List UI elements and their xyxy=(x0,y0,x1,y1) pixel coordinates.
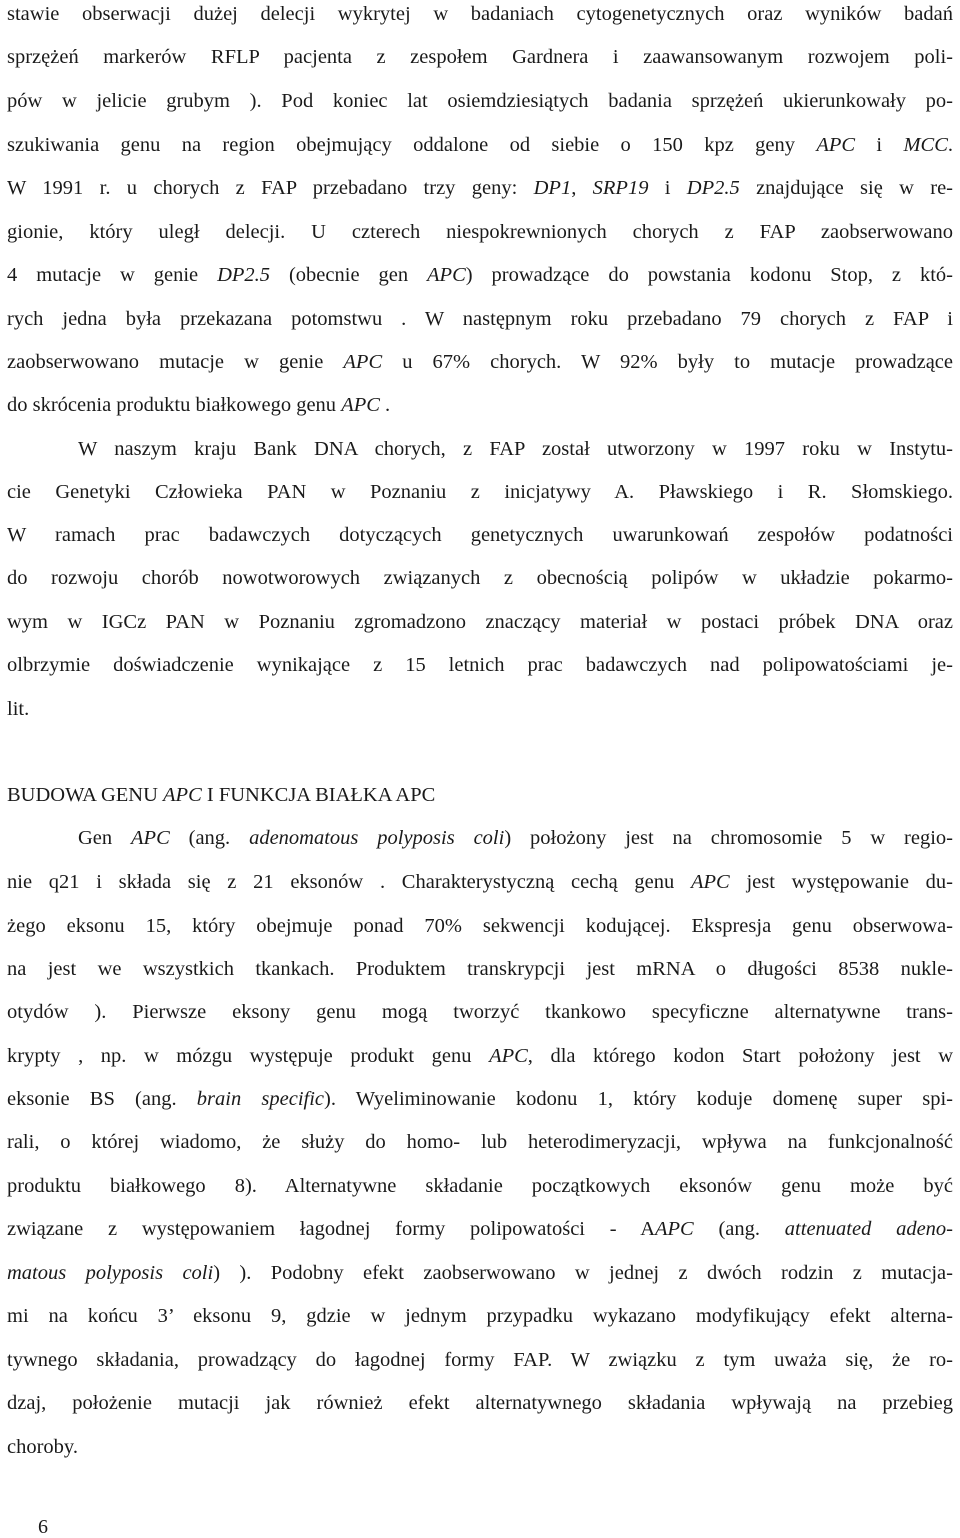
paragraph-line: żego eksonu 15, który obejmuje ponad 70% sekwencji kodującej. Ekspresja genu obserwowa- xyxy=(7,915,953,937)
paragraph-line: matous polyposis coli) ). Podobny efekt zaobserwowano w jednej z dwóch rodzin z mutacja- xyxy=(7,1262,953,1284)
paragraph-line: produktu białkowego 8). Alternatywne składanie początkowych eksonów genu może być xyxy=(7,1175,953,1197)
paragraph-line: pów w jelicie grubym ). Pod koniec lat osiemdziesiątych badania sprzężeń ukierunkowały po- xyxy=(7,90,953,112)
paragraph-line: rych jedna była przekazana potomstwu . W następnym roku przebadano 79 chorych z FAP i xyxy=(7,308,953,330)
paragraph-line: wym w IGCz PAN w Poznaniu zgromadzono znaczący materiał w postaci próbek DNA oraz xyxy=(7,611,953,633)
paragraph-line: W naszym kraju Bank DNA chorych, z FAP został utworzony w 1997 roku w Instytu- xyxy=(78,438,953,460)
paragraph-line: szukiwania genu na region obejmujący oddalone od siebie o 150 kpz geny APC i MCC. xyxy=(7,134,953,156)
paragraph-line: zaobserwowano mutacje w genie APC u 67% chorych. W 92% były to mutacje prowadzące xyxy=(7,351,954,373)
paragraph-line: do skrócenia produktu białkowego genu APC . xyxy=(7,394,391,416)
paragraph-line: nie q21 i składa się z 21 eksonów . Charakterystyczną cechą genu APC jest występowanie du- xyxy=(7,871,953,893)
paragraph-line: dzaj, położenie mutacji jak również efekt alternatywnego składania wpływają na przebieg xyxy=(7,1392,953,1414)
paragraph-line: do rozwoju chorób nowotworowych związanych z obecnością polipów w układzie pokarmo- xyxy=(7,567,953,589)
paragraph-line: olbrzymie doświadczenie wynikające z 15 letnich prac badawczych nad polipowatościami je- xyxy=(7,654,953,676)
paragraph-line: otydów ). Pierwsze eksony genu mogą tworzyć tkankowo specyficzne alternatywne trans- xyxy=(7,1001,953,1023)
paragraph-line: lit. xyxy=(7,698,30,720)
paragraph-line: gionie, który uległ delecji. U czterech niespokrewnionych chorych z FAP zaobserwowano xyxy=(7,221,953,243)
paragraph-line: W ramach prac badawczych dotyczących genetycznych uwarunkowań zespołów podatności xyxy=(7,524,953,546)
paragraph-line: rali, o której wiadomo, że służy do homo- lub heterodimeryzacji, wpływa na funkcjonalność xyxy=(7,1131,953,1153)
paragraph-line: krypty , np. w mózgu występuje produkt genu APC, dla którego kodon Start położony jest w xyxy=(7,1045,953,1067)
paragraph-line: tywnego składania, prowadzący do łagodnej formy FAP. W związku z tym uważa się, że ro- xyxy=(7,1349,953,1371)
paragraph-line: na jest we wszystkich tkankach. Produktem transkrypcji jest mRNA o długości 8538 nukle- xyxy=(7,958,953,980)
section-heading: BUDOWA GENU APC I FUNKCJA BIAŁKA APC xyxy=(7,784,436,806)
paragraph-line: mi na końcu 3’ eksonu 9, gdzie w jednym przypadku wykazano modyfikujący efekt alterna- xyxy=(7,1305,953,1327)
page-number: 6 xyxy=(38,1516,48,1538)
paragraph-line: związane z występowaniem łagodnej formy polipowatości - AAPC (ang. attenuated adeno- xyxy=(7,1218,954,1240)
paragraph-line: cie Genetyki Człowieka PAN w Poznaniu z inicjatywy A. Pławskiego i R. Słomskiego. xyxy=(7,481,953,503)
paragraph-line: eksonie BS (ang. brain specific). Wyeliminowanie kodonu 1, który koduje domenę super spi- xyxy=(7,1088,953,1110)
paragraph-line: choroby. xyxy=(7,1436,78,1458)
paragraph-line: stawie obserwacji dużej delecji wykrytej w badaniach cytogenetycznych oraz wyników badań xyxy=(7,3,953,25)
paragraph-line: W 1991 r. u chorych z FAP przebadano trzy geny: DP1, SRP19 i DP2.5 znajdujące się w re- xyxy=(7,177,954,199)
paragraph-line: sprzężeń markerów RFLP pacjenta z zespołem Gardnera i zaawansowanym rozwojem poli- xyxy=(7,46,953,68)
paragraph-line: 4 mutacje w genie DP2.5 (obecnie gen APC) prowadzące do powstania kodonu Stop, z któ- xyxy=(7,264,953,286)
paragraph-line: Gen APC (ang. adenomatous polyposis coli) położony jest na chromosomie 5 w regio- xyxy=(78,827,953,849)
